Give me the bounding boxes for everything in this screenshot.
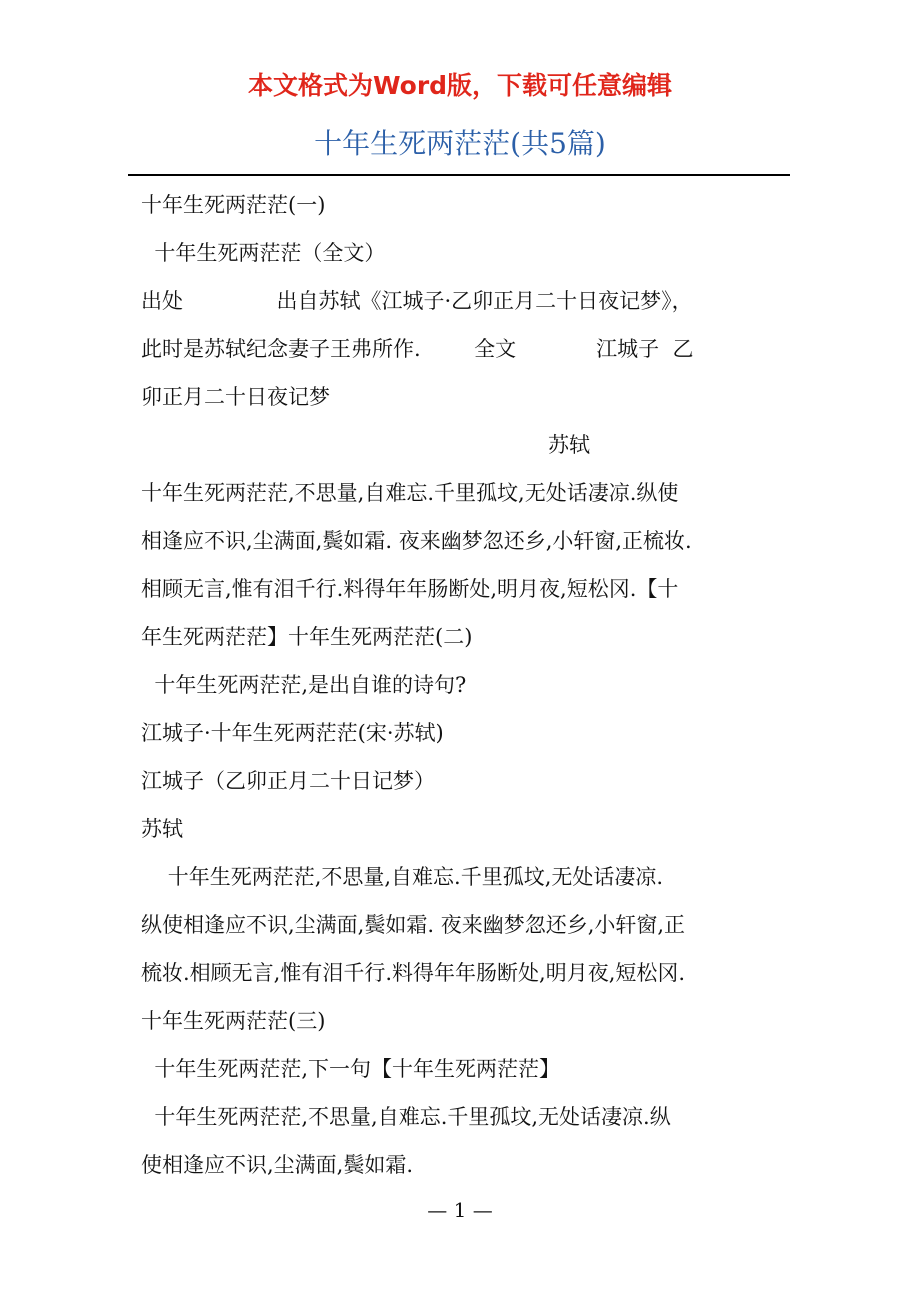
poem-line: 使相逢应不识,尘满面,鬓如霜. <box>141 1153 414 1177</box>
poem-line: 十年生死两茫茫,不思量,自难忘.千里孤坟,无处话凄凉.纵使 <box>141 481 679 505</box>
poem-line: 相逢应不识,尘满面,鬓如霜. 夜来幽梦忽还乡,小轩窗,正梳妆. <box>141 529 692 553</box>
author-name: 苏轼 <box>548 433 590 457</box>
poem-line: 纵使相逢应不识,尘满面,鬓如霜. 夜来幽梦忽还乡,小轩窗,正 <box>141 913 686 937</box>
format-banner: 本文格式为Word版，下载可任意编辑 <box>247 71 673 100</box>
paragraph-line: 十年生死两茫茫,是出自谁的诗句? <box>141 673 467 697</box>
subheading-fulltext: 十年生死两茫茫（全文） <box>141 241 386 265</box>
paragraph-line: 江城子·十年生死两茫茫(宋·苏轼) <box>141 721 444 745</box>
poem-line: 十年生死两茫茫,不思量,自难忘.千里孤坟,无处话凄凉.纵 <box>141 1105 671 1129</box>
author-name: 苏轼 <box>141 817 183 841</box>
poem-line: 梳妆.相顾无言,惟有泪千行.料得年年肠断处,明月夜,短松冈. <box>141 961 686 985</box>
poem-line: 相顾无言,惟有泪千行.料得年年肠断处,明月夜,短松冈.【十 <box>141 577 679 601</box>
paragraph-line: 卯正月二十日夜记梦 <box>141 385 330 409</box>
poem-line: 十年生死两茫茫,不思量,自难忘.千里孤坟,无处话凄凉. <box>141 865 664 889</box>
page-number: — 1 — <box>427 1198 493 1222</box>
paragraph-line: 此时是苏轼纪念妻子王弗所作. 全文 江城子 乙 <box>141 337 694 361</box>
document-title: 十年生死两茫茫(共5篇) <box>314 127 606 160</box>
paragraph-line: 十年生死两茫茫,下一句【十年生死两茫茫】 <box>141 1057 561 1081</box>
poem-line: 年生死两茫茫】十年生死两茫茫(二) <box>141 625 473 649</box>
title-divider <box>128 174 790 176</box>
section-heading-3: 十年生死两茫茫(三) <box>141 1009 326 1033</box>
paragraph-line: 江城子（乙卯正月二十日记梦） <box>141 769 435 793</box>
paragraph-line: 出处 出自苏轼《江城子·乙卯正月二十日夜记梦》， <box>141 289 693 313</box>
section-heading-1: 十年生死两茫茫(一) <box>141 193 326 217</box>
